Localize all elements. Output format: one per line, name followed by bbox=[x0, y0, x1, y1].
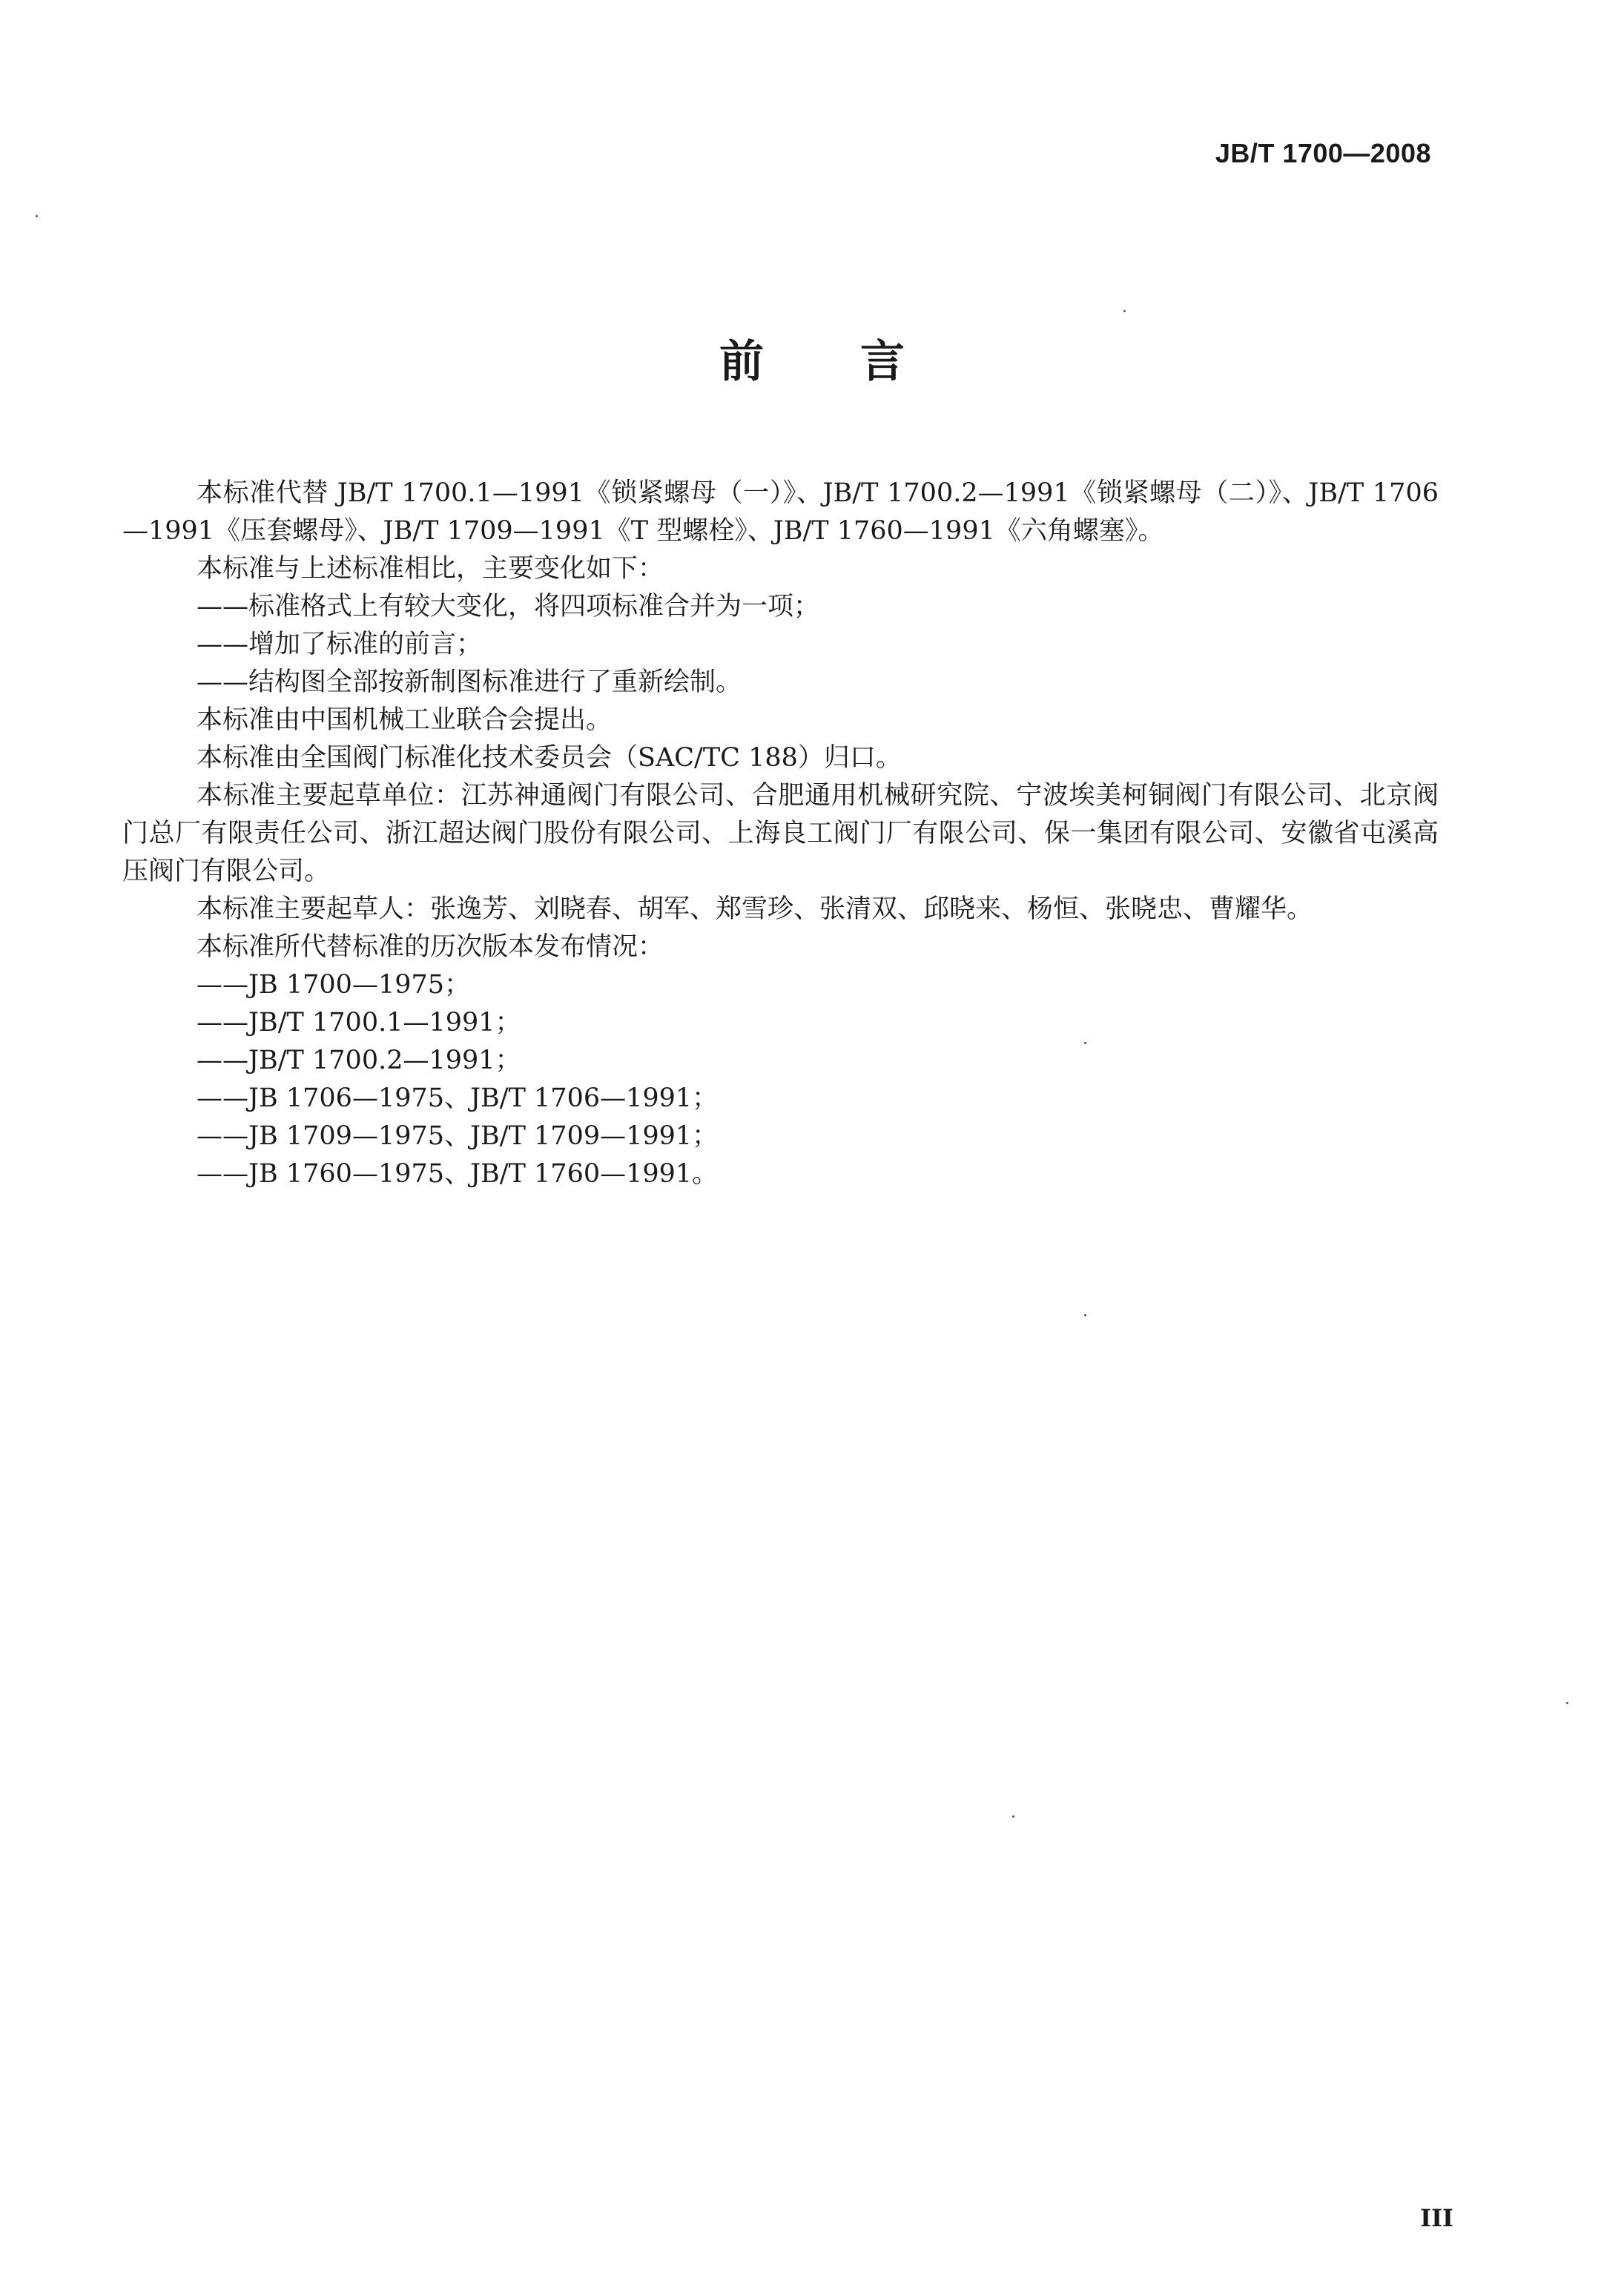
list-item: ——JB/T 1700.2—1991； bbox=[197, 1046, 521, 1075]
scan-speck bbox=[1566, 1702, 1568, 1704]
scan-speck bbox=[1084, 1042, 1086, 1044]
list-item: ——标准格式上有较大变化，将四项标准合并为一项； bbox=[197, 592, 820, 621]
paragraph: 本标准由全国阀门标准化技术委员会（SAC/TC 188）归口。 bbox=[197, 743, 902, 773]
list-item: ——JB 1760—1975、JB/T 1760—1991。 bbox=[197, 1159, 719, 1189]
scan-speck bbox=[1012, 1815, 1014, 1818]
page-title: 前言 bbox=[719, 336, 1001, 388]
paragraph: 本标准与上述标准相比，主要变化如下： bbox=[197, 554, 664, 584]
scan-speck bbox=[36, 215, 38, 217]
paragraph: 本标准所代替标准的历次版本发布情况： bbox=[197, 932, 664, 962]
paragraph: 本标准代替 JB/T 1700.1—1991《锁紧螺母（一）》、JB/T 1700.2—1991《锁紧螺母（二）》、JB/T 1706—1991《压套螺母》、JB/T 1709—1991《T 型螺栓》、JB/T 1760—1991《六角螺塞》。 bbox=[122, 478, 1439, 546]
paragraph: 本标准主要起草人：张逸芳、刘晓春、胡军、郑雪珍、张清双、邱晓来、杨恒、张晓忠、曹耀华。 bbox=[197, 894, 1313, 924]
scan-speck bbox=[1123, 310, 1126, 312]
list-item: ——JB 1706—1975、JB/T 1706—1991； bbox=[197, 1083, 719, 1113]
paragraph: 本标准主要起草单位：江苏神通阀门有限公司、合肥通用机械研究院、宁波埃美柯铜阀门有限公司、北京阀门总厂有限责任公司、浙江超达阀门股份有限公司、上海良工阀门厂有限公司、保一集团有限公司、安徽省屯溪高压阀门有限公司。 bbox=[122, 781, 1439, 886]
list-item: ——JB 1709—1975、JB/T 1709—1991； bbox=[197, 1121, 719, 1151]
list-item: ——JB/T 1700.1—1991； bbox=[197, 1008, 521, 1037]
list-item: ——结构图全部按新制图标准进行了重新绘制。 bbox=[197, 667, 742, 697]
list-item: ——JB 1700—1975； bbox=[197, 970, 471, 1000]
foreword-body bbox=[122, 475, 1439, 1193]
paragraph: 本标准由中国机械工业联合会提出。 bbox=[197, 705, 613, 735]
page-number: III bbox=[1420, 2204, 1453, 2232]
scan-speck bbox=[1084, 1314, 1086, 1316]
list-item: ——增加了标准的前言； bbox=[197, 630, 483, 659]
standard-code: JB/T 1700—2008 bbox=[1215, 138, 1431, 168]
